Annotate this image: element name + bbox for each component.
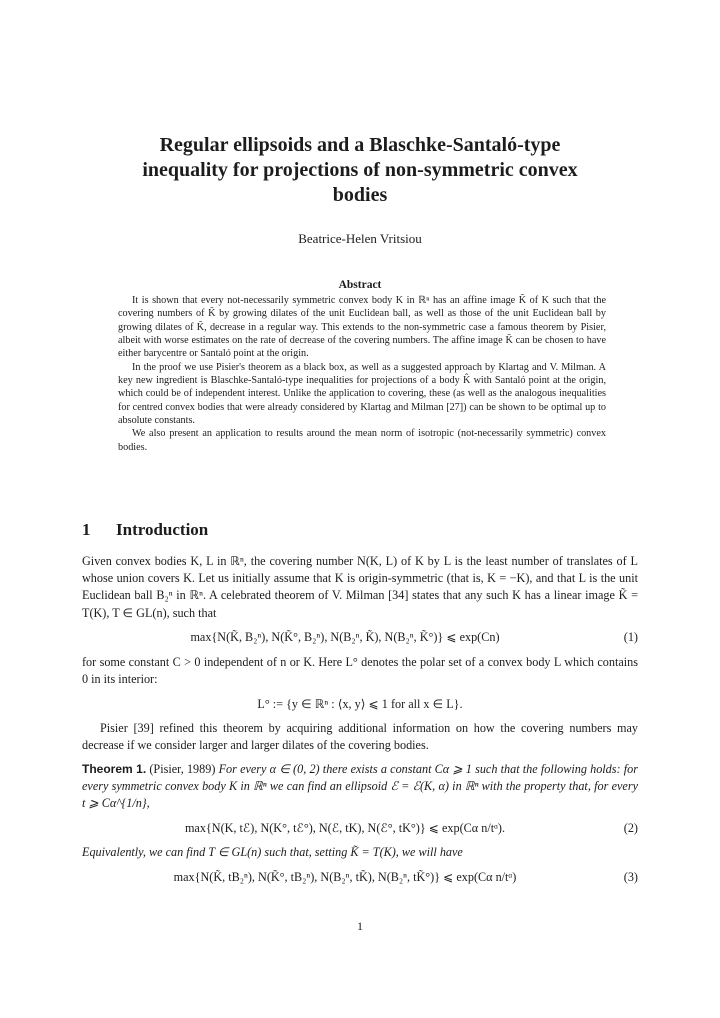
body-paragraph-3: Pisier [39] refined this theorem by acquiring additional information on how the covering numbers may decrease if we consider larger and larger dilates of the covering bodies. (82, 721, 638, 753)
section-heading (82, 520, 642, 540)
abstract-paragraph-1: It is shown that every not-necessarily symmetric convex body K in ℝⁿ has an affine image K̃ of K such that the covering numbers of K̃ by growing dilates of the unit Euclidean ball, as well as those of the unit Euclidean ball by growing dilates of K̃, decrease in a regular way. This extends to the non-symmetric case a famous theorem by Pisier, albeit with worse estimates on the rate of decrease of the covering numbers. The affine image K̃ can be chosen to have either barycentre or Santaló point at the origin. (118, 295, 606, 360)
equation-polar-formula: L° := {y ∈ ℝⁿ : ⟨x, y⟩ ⩽ 1 for all x ∈ L}. (257, 696, 463, 711)
body-paragraph-2: for some constant C > 0 independent of n or K. Here L° denotes the polar set of a convex body L which contains 0 in its interior: (82, 654, 638, 687)
abstract-body (118, 294, 606, 454)
section-title: Introduction (116, 520, 209, 539)
equation-1-number: (1) (623, 630, 638, 645)
equation-3-formula: max{N(K̃, tB₂ⁿ), N(K̃°, tB₂ⁿ), N(B₂ⁿ, tK̃), N(B₂ⁿ, tK̃°)} ⩽ exp(Cα n/tᵅ) (173, 869, 517, 884)
page-number: 1 (357, 919, 363, 933)
title-line-3: bodies (332, 184, 388, 206)
abstract-paragraph-2: In the proof we use Pisier's theorem as a black box, as well as a suggested approach by Klartag and V. Milman. A key new ingredient is Blaschke-Santaló-type inequalities for projections of a body K̂ with Santaló point at the origin, which could be of independent interest. Unlike the application to covering, these (as well as the analogous inequalities for centred convex bodies that were already considered by Klartag and Milman [27]) can be shown to be optimal up to absolute constants. (118, 361, 606, 427)
equation-3-number: (3) (623, 869, 638, 884)
theorem-attribution: (Pisier, 1989) (149, 761, 216, 776)
equation-3 (82, 867, 638, 887)
section-number: 1 (82, 520, 91, 539)
paper-title (90, 133, 630, 208)
title-line-2: inequality for projections of non-symmetric convex (142, 159, 578, 181)
equation-1-formula: max{N(K̃, B₂ⁿ), N(K̃°, B₂ⁿ), N(B₂ⁿ, K̃), N(B₂ⁿ, K̃°)} ⩽ exp(Cn) (190, 630, 500, 645)
equation-polar (82, 694, 638, 714)
body-paragraph-1: Given convex bodies K, L in ℝⁿ, the covering number N(K, L) of K by L is the least number of translates of L whose union covers K. Let us initially assume that K is origin-symmetric (that is, K = −K), and that L is the unit Euclidean ball B₂ⁿ in ℝⁿ. A celebrated theorem of V. Milman [34] states that any such K has a linear image K̃ = T(K), T ∈ GL(n), such that (82, 554, 638, 620)
body-text (82, 553, 638, 893)
theorem-label: Theorem 1. (82, 761, 147, 776)
equation-1 (82, 628, 638, 648)
theorem-statement: For every α ∈ (0, 2) there exists a constant Cα ⩾ 1 such that the following holds: for every symmetric convex body K in ℝⁿ we can find an ellipsoid ℰ = ℰ(K, α) in ℝⁿ with the property that, for every t ⩾ Cα^{1/n}, (82, 761, 638, 811)
abstract-heading: Abstract (338, 279, 382, 291)
theorem-1 (82, 761, 638, 813)
body-paragraph-4: Equivalently, we can find T ∈ GL(n) such that, setting K̃ = T(K), we will have (82, 845, 463, 860)
author-name: Beatrice-Helen Vritsiou (298, 231, 422, 246)
title-line-1: Regular ellipsoids and a Blaschke-Santaló-type (159, 134, 561, 156)
equation-2-number: (2) (623, 820, 638, 835)
equation-2-formula: max{N(K, tℰ), N(K°, tℰ°), N(ℰ, tK), N(ℰ°, tK°)} ⩽ exp(Cα n/tᵅ). (184, 820, 506, 835)
equation-2 (82, 818, 638, 838)
abstract-paragraph-3: We also present an application to results around the mean norm of isotropic (not-necessarily symmetric) convex bodies. (118, 428, 606, 453)
